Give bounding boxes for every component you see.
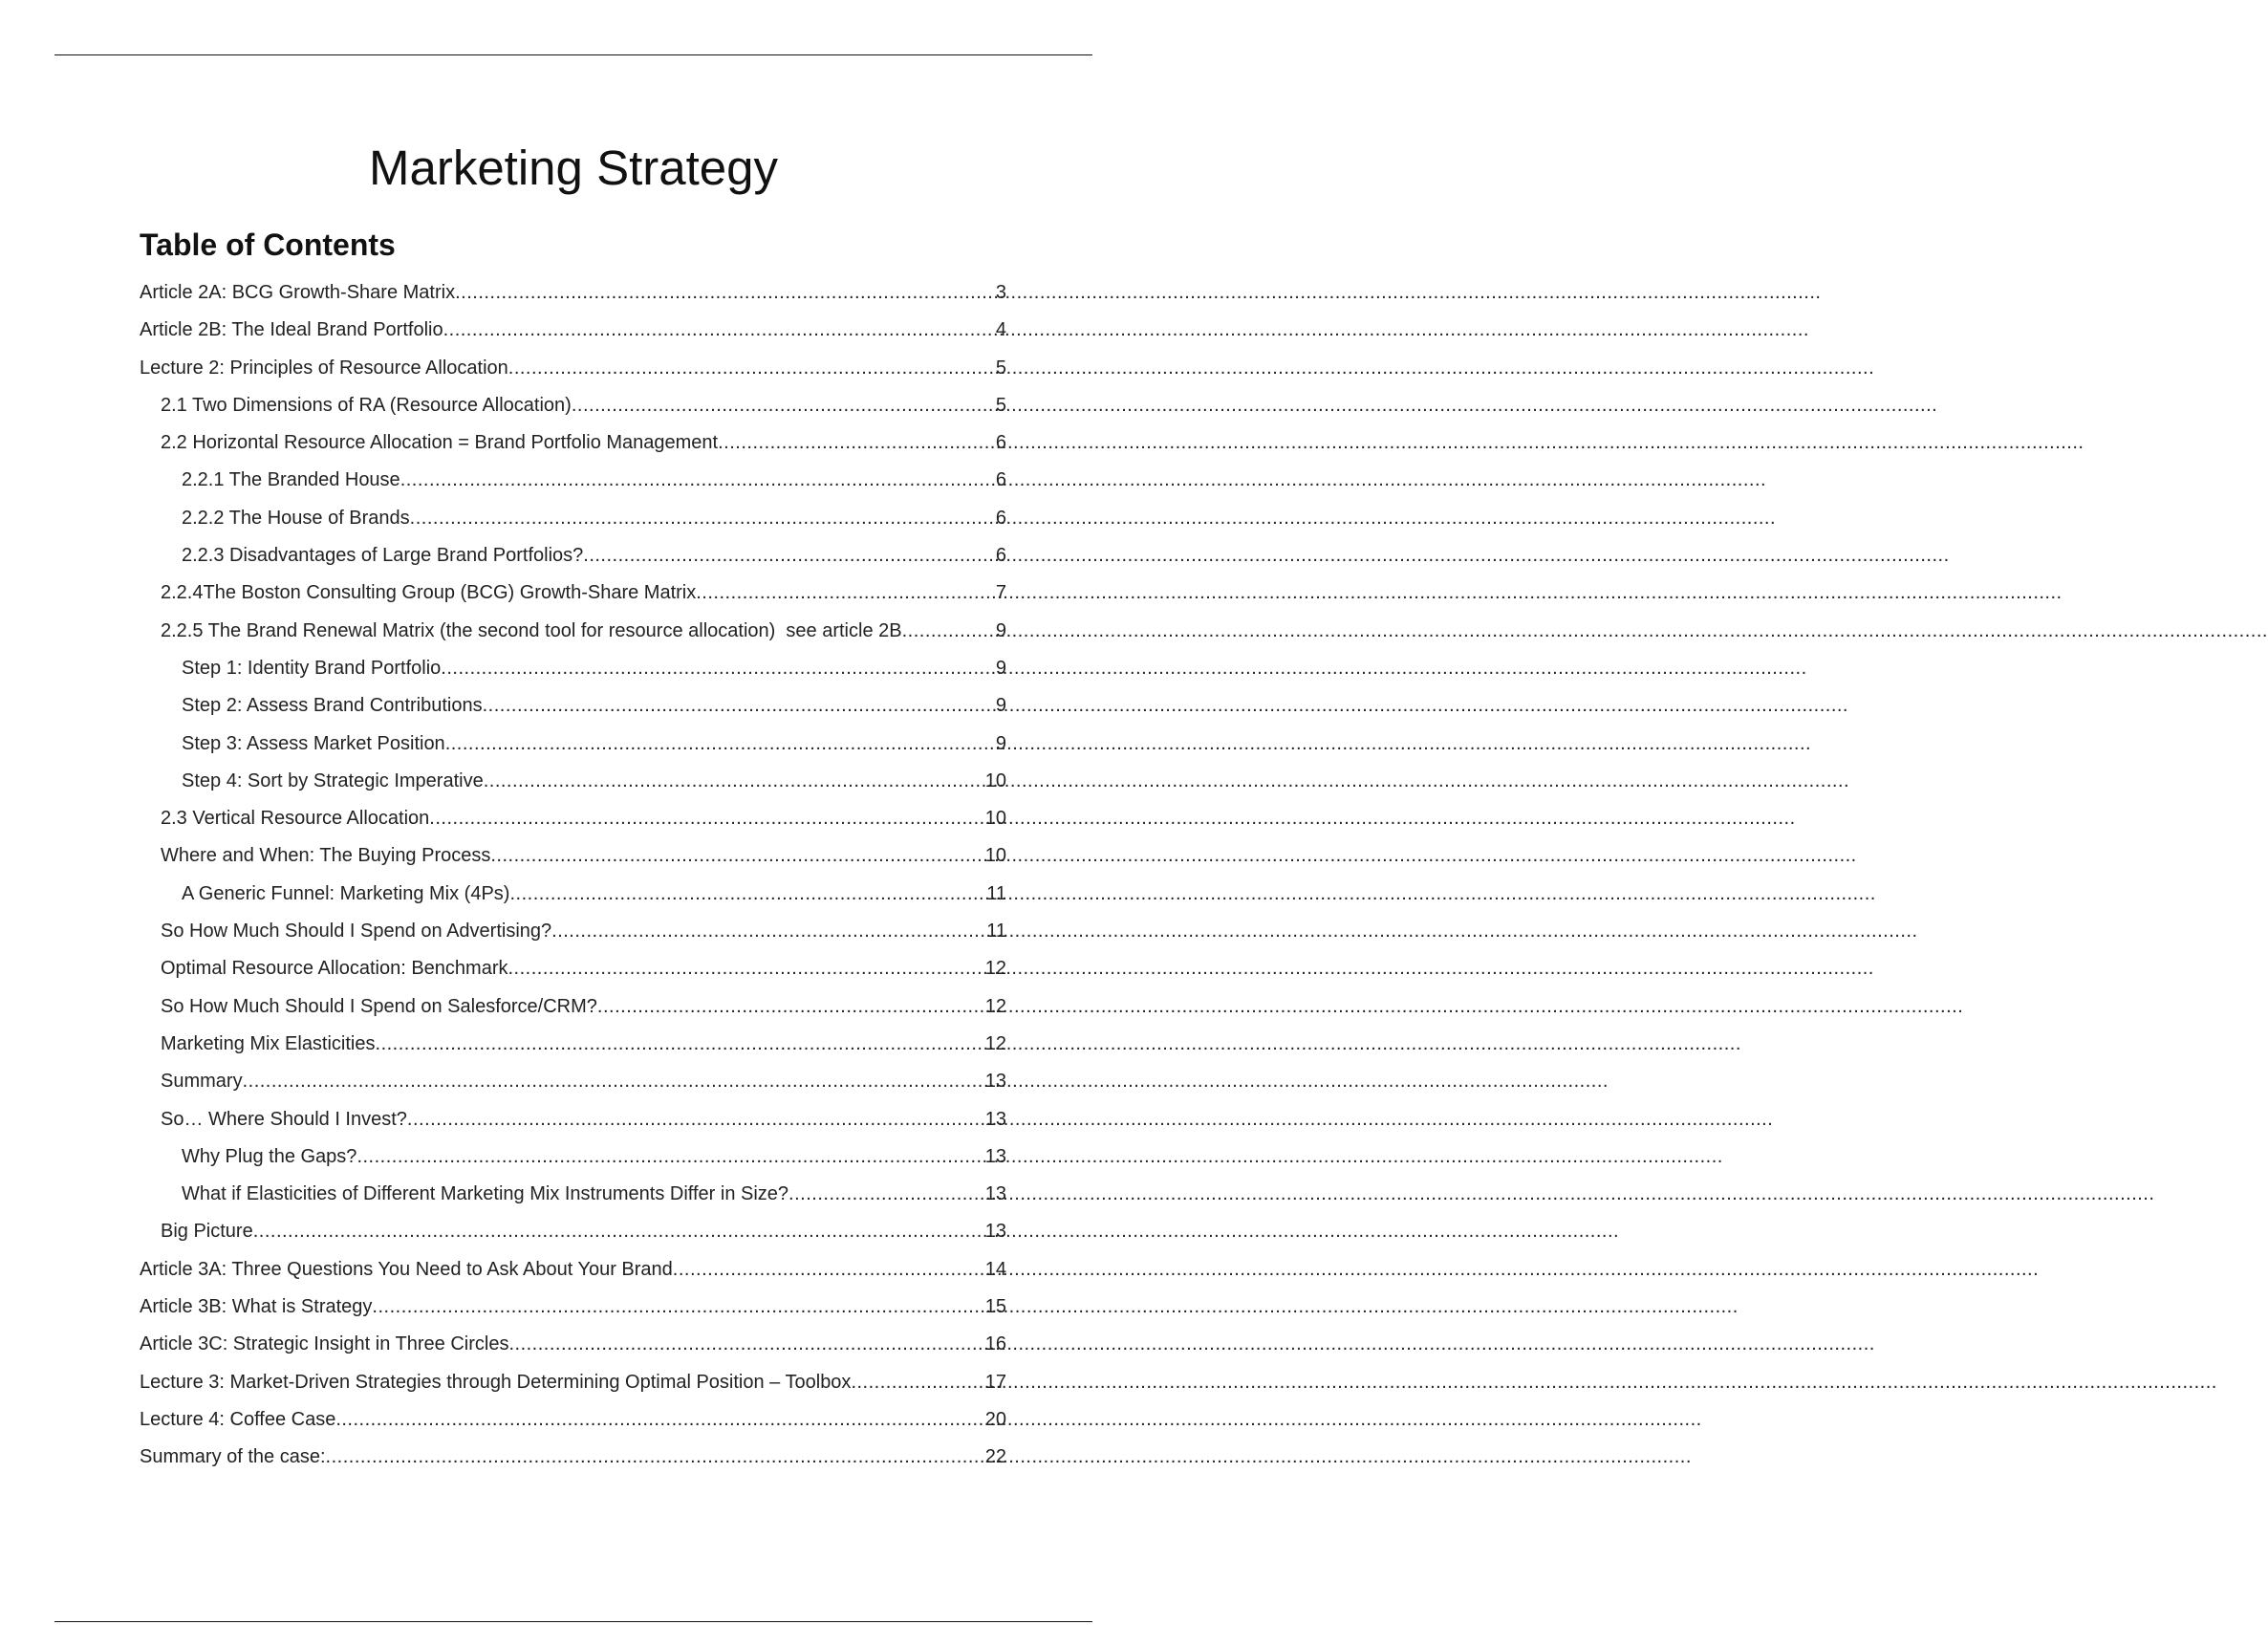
toc-entry[interactable] [140,1102,1006,1139]
toc-dot-leader [572,388,996,422]
toc-dot-leader [441,651,996,685]
toc-entry-page-number[interactable]: 10 [984,808,1006,830]
toc-entry[interactable] [140,1214,1006,1251]
toc-entry-label[interactable]: 2.2.5 The Brand Renewal Matrix (the second tool for resource allocation) see article 2B [161,619,902,641]
toc-entry-label[interactable]: Marketing Mix Elasticities [161,1032,376,1054]
toc-entry[interactable] [140,1064,1006,1101]
toc-entry-page-number[interactable]: 6 [995,432,1006,454]
toc-entry[interactable] [140,801,1006,838]
toc-dot-leader [902,614,996,648]
header-rule [54,54,1092,55]
toc-entry-page-number[interactable]: 15 [984,1296,1006,1318]
toc-entry-label[interactable]: Lecture 2: Principles of Resource Allocation [140,357,508,379]
toc-dot-leader [410,501,996,535]
toc-entry-label[interactable]: A Generic Funnel: Marketing Mix (4Ps) [182,882,510,904]
document-title: Marketing Strategy [368,141,779,195]
toc-entry-page-number[interactable]: 10 [984,845,1006,867]
toc-entry-label[interactable]: Step 1: Identity Brand Portfolio [182,657,442,679]
toc-entry-label[interactable]: What if Elasticities of Different Marketing Mix Instruments Differ in Size? [182,1183,789,1205]
toc-dot-leader [718,425,996,460]
toc-entry-label[interactable]: 2.3 Vertical Resource Allocation [161,808,430,830]
toc-entry-page-number[interactable]: 11 [986,882,1006,904]
toc-entry-label[interactable]: 2.1 Two Dimensions of RA (Resource Allocation) [161,394,572,416]
toc-entry[interactable] [140,1289,1006,1327]
toc-entry-label[interactable]: So How Much Should I Spend on Advertising? [161,921,552,942]
toc-dot-leader [508,1327,984,1361]
toc-entry[interactable] [140,951,1006,988]
toc-entry-page-number[interactable]: 11 [986,921,1006,942]
toc-entry[interactable] [140,614,1006,651]
toc-entry-label[interactable]: Why Plug the Gaps? [182,1145,357,1167]
toc-entry-label[interactable]: Article 2A: BCG Growth-Share Matrix [140,282,456,303]
toc-entry-label[interactable]: 2.2 Horizontal Resource Allocation = Brand Portfolio Management [161,432,719,454]
toc-entry-page-number[interactable]: 12 [984,995,1006,1017]
toc-entry[interactable] [140,1402,1006,1440]
toc-dot-leader [443,313,996,347]
toc-entry-label[interactable]: Lecture 4: Coffee Case [140,1408,336,1430]
toc-entry[interactable] [140,425,1006,463]
toc-entry-page-number[interactable]: 5 [995,357,1006,379]
toc-entry-page-number[interactable]: 10 [984,769,1006,791]
toc-entry-page-number[interactable]: 17 [984,1371,1006,1393]
toc-entry-page-number[interactable]: 13 [984,1071,1006,1093]
toc-entry-label[interactable]: Article 2B: The Ideal Brand Portfolio [140,319,443,341]
toc-dot-leader [356,1139,984,1174]
toc-entry-label[interactable]: So How Much Should I Spend on Salesforce/CRM? [161,995,597,1017]
toc-dot-leader [696,575,996,610]
toc-entry-label[interactable]: Step 3: Assess Market Position [182,732,445,754]
toc-entry-page-number[interactable]: 7 [995,582,1006,604]
toc-entry-label[interactable]: 2.2.2 The House of Brands [182,507,410,529]
toc-dot-leader [445,726,996,761]
footer-rule [54,1621,1092,1622]
toc-entry-label[interactable]: Where and When: The Buying Process [161,845,491,867]
toc-dot-leader [429,801,984,835]
toc-entry[interactable] [140,388,1006,425]
toc-entry-label[interactable]: Article 3C: Strategic Insight in Three Circles [140,1333,509,1355]
toc-entry-label[interactable]: So… Where Should I Invest? [161,1108,407,1130]
toc-entry[interactable] [140,838,1006,876]
toc-entry[interactable] [140,651,1006,688]
toc-dot-leader [583,538,996,573]
toc-dot-leader [243,1064,985,1098]
toc-dot-leader [509,877,986,911]
toc-entry[interactable] [140,351,1006,388]
toc-heading: Table of Contents [140,228,396,262]
toc-dot-leader [455,275,996,310]
toc-entry[interactable] [140,275,1006,313]
toc-entry-page-number[interactable]: 6 [995,507,1006,529]
toc-entry-label[interactable]: Step 4: Sort by Strategic Imperative [182,769,484,791]
toc-entry-label[interactable]: Lecture 3: Market-Driven Strategies through Determining Optimal Position – Toolbox [140,1371,852,1393]
toc-entry-page-number[interactable]: 6 [995,545,1006,567]
toc-entry-label[interactable]: Summary of the case: [140,1446,326,1468]
toc-entry-label[interactable]: Optimal Resource Allocation: Benchmark [161,958,508,980]
toc-entry[interactable] [140,688,1006,726]
toc-entry[interactable] [140,313,1006,350]
toc-entry[interactable] [140,1027,1006,1064]
toc-entry-page-number[interactable]: 9 [995,619,1006,641]
toc-dot-leader [851,1365,984,1399]
toc-entry-label[interactable]: 2.2.1 The Branded House [182,469,400,491]
toc-dot-leader [508,951,985,986]
toc-entry-page-number[interactable]: 12 [984,1032,1006,1054]
toc-entry[interactable] [140,1440,1006,1477]
toc-entry[interactable] [140,501,1006,538]
toc-entry-page-number[interactable]: 13 [984,1108,1006,1130]
toc-dot-leader [483,688,996,723]
toc-entry-label[interactable]: Summary [161,1071,243,1093]
toc-entry-page-number[interactable]: 4 [995,319,1006,341]
toc-entry-page-number[interactable]: 13 [984,1145,1006,1167]
toc-entry-page-number[interactable]: 16 [984,1333,1006,1355]
toc-entry[interactable] [140,463,1006,500]
toc-entry-label[interactable]: Step 2: Assess Brand Contributions [182,695,483,717]
toc-entry-page-number[interactable]: 6 [995,469,1006,491]
toc-dot-leader [372,1289,984,1324]
toc-entry-page-number[interactable]: 12 [984,958,1006,980]
toc-entry[interactable] [140,538,1006,575]
toc-dot-leader [484,764,985,798]
toc-dot-leader [490,838,984,873]
toc-entry-page-number[interactable]: 9 [995,695,1006,717]
toc-dot-leader [326,1440,985,1474]
toc-dot-leader [335,1402,984,1437]
toc-entry-page-number[interactable]: 9 [995,657,1006,679]
toc-entry[interactable] [140,914,1006,951]
toc-entry[interactable] [140,726,1006,764]
toc-entry-page-number[interactable]: 9 [995,732,1006,754]
toc-entry-page-number[interactable]: 13 [984,1221,1006,1243]
toc-entry-label[interactable]: Article 3B: What is Strategy [140,1296,373,1318]
toc-entry[interactable] [140,1252,1006,1289]
table-of-contents [140,275,1006,1478]
toc-dot-leader [253,1214,985,1248]
toc-dot-leader [673,1252,985,1287]
toc-entry-label[interactable]: Big Picture [161,1221,253,1243]
toc-entry-page-number[interactable]: 3 [995,282,1006,303]
toc-dot-leader [597,989,985,1024]
toc-entry-label[interactable]: Article 3A: Three Questions You Need to Ask About Your Brand [140,1258,673,1280]
toc-entry[interactable] [140,989,1006,1027]
toc-entry[interactable] [140,1139,1006,1177]
toc-entry[interactable] [140,877,1006,914]
toc-entry-label[interactable]: 2.2.4The Boston Consulting Group (BCG) Growth-Share Matrix [161,582,697,604]
toc-entry[interactable] [140,1327,1006,1364]
toc-dot-leader [400,463,996,497]
toc-dot-leader [551,914,986,948]
toc-entry-label[interactable]: 2.2.3 Disadvantages of Large Brand Portfolios? [182,545,584,567]
toc-entry-page-number[interactable]: 5 [995,394,1006,416]
toc-entry-page-number[interactable]: 20 [984,1408,1006,1430]
toc-entry[interactable] [140,1177,1006,1214]
toc-dot-leader [788,1177,985,1211]
toc-entry[interactable] [140,575,1006,613]
toc-dot-leader [376,1027,985,1061]
toc-entry-page-number[interactable]: 14 [984,1258,1006,1280]
toc-entry[interactable] [140,764,1006,801]
toc-dot-leader [407,1102,985,1137]
toc-dot-leader [508,351,996,385]
toc-entry-page-number[interactable]: 22 [984,1446,1006,1468]
toc-entry-page-number[interactable]: 13 [984,1183,1006,1205]
toc-entry[interactable] [140,1365,1006,1402]
